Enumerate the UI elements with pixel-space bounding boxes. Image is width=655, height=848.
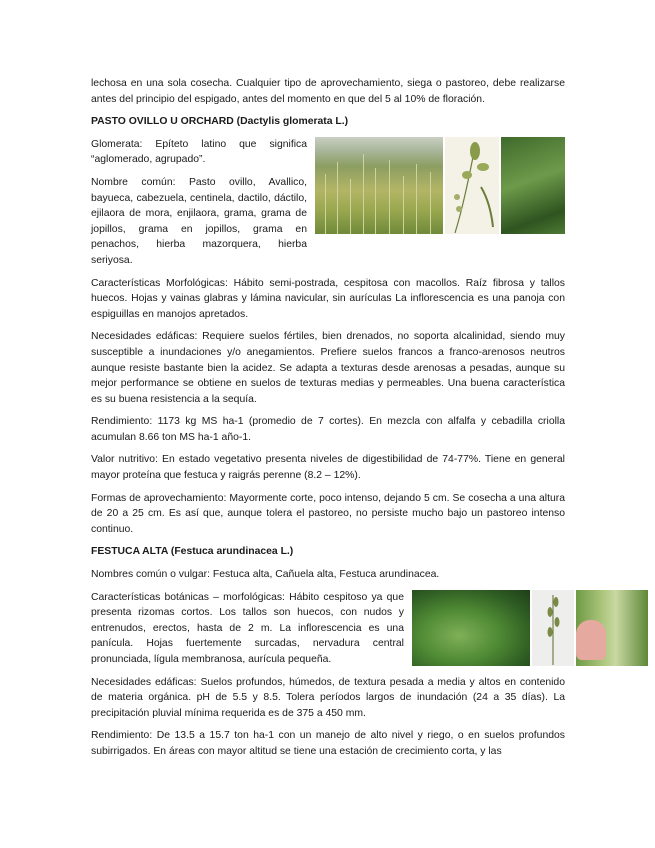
common-name-paragraph: Nombre común: Pasto ovillo, Avallico, bayueca, cabezuela, centinela, dactilo, dáctilo, ejilaora de mora, enjilaora, grama, grama de jopillos, grama en jopillos, grama en penachos, hierba mazorquera, hierba seriyosa. — [91, 176, 307, 266]
festuca-panicle-illustration — [532, 590, 574, 666]
soil-paragraph: Necesidades edáficas: Requiere suelos fértiles, bien drenados, no soporta alcalinidad, siendo muy susceptible a inundaciones y/o anegamientos. Prefiere suelos francos a franco-arenosos neutros aunque resiste bastante bien la acidez. Se adapta a texturas desde arenosas a pesadas, aunque su mejor performance se obtiene en suelos de texturas medias y permeables. Una buena característica es su buena resistencia a la sequía. — [91, 331, 565, 405]
festuca-field-photo — [412, 590, 530, 666]
festuca-leaf-photo — [576, 590, 648, 666]
nutrition-paragraph: Valor nutritivo: En estado vegetativo presenta niveles de digestibilidad de 74-77%. Tiene en general mayor proteína que festuca y raigrás perenne (8.2 – 12%). — [91, 454, 565, 482]
orchard-row — [91, 137, 565, 276]
orchard-plant-photo — [501, 137, 565, 234]
orchard-inflorescence-illustration — [445, 137, 499, 234]
use-paragraph: Formas de aprovechamiento: Mayormente corte, poco intenso, dejando 5 cm. Se cosecha a una altura de 20 a 25 cm. Es así que, aunque tolera el pastoreo, no persiste mucho bajo un pastoreo intenso continuo. — [91, 492, 565, 535]
yield-paragraph: Rendimiento: 1173 kg MS ha-1 (promedio de 7 cortes). En mezcla con alfalfa y cebadilla criolla acumulan 8.66 ton MS ha-1 año-1. — [91, 416, 565, 443]
heading-scientific-name: (Dactylis glomerata L.) — [236, 116, 349, 128]
festuca-names-paragraph: Nombres común o vulgar: Festuca alta, Cañuela alta, Festuca arundinacea. — [91, 569, 440, 581]
festuca-yield-paragraph: Rendimiento: De 13.5 a 15.7 ton ha-1 con un manejo de alto nivel y riego, o en suelos profundos subirrigados. En áreas con mayor altitud se tiene una estación de crecimiento corta, y las — [91, 730, 565, 757]
heading-title: FESTUCA ALTA — [91, 546, 168, 558]
festuca-botany-paragraph: Características botánicas – morfológicas: Hábito cespitoso ya que presenta rizomas cortos. Los tallos son huecos, con nudos y entrenudos, erectos, hasta de 2 m. La inflorescencia es una panícula. Hojas fuertemente surcadas, nervadura central pronunciada, lígula membranosa, aurícula pequeña. — [91, 591, 404, 665]
festuca-photos — [412, 590, 648, 666]
section-heading-festuca — [91, 544, 565, 560]
glomerata-paragraph: Glomerata: Epíteto latino que significa “aglomerado, agrupado”. — [91, 138, 307, 166]
festuca-row — [91, 590, 565, 675]
section-heading-orchard — [91, 114, 565, 130]
heading-scientific-name: (Festuca arundinacea L.) — [170, 546, 294, 558]
document-page — [91, 76, 565, 767]
heading-title: PASTO OVILLO U ORCHARD — [91, 116, 234, 128]
orchard-field-photo — [315, 137, 443, 234]
intro-paragraph: lechosa en una sola cosecha. Cualquier tipo de aprovechamiento, siega o pastoreo, debe realizarse antes del principio del espigado, antes del momento en que del 5 al 10% de floración. — [91, 78, 565, 105]
orchard-photos — [315, 137, 565, 234]
festuca-soil-paragraph: Necesidades edáficas: Suelos profundos, húmedos, de textura pesada a media y altos en contenido de materia orgánica. pH de 5.5 y 8.5. Tolera períodos largos de inundación (24 a 35 días). La precipitación pluvial mínima requerida es de 375 a 450 mm. — [91, 676, 565, 719]
morphology-paragraph: Características Morfológicas: Hábito semi-postrada, cespitosa con macollos. Raíz fibrosa y tallos huecos. Hojas y vainas glabras y lámina navicular, sin aurículas La inflorescencia es una panoja con espiguillas en manojos apretados. — [91, 277, 565, 320]
